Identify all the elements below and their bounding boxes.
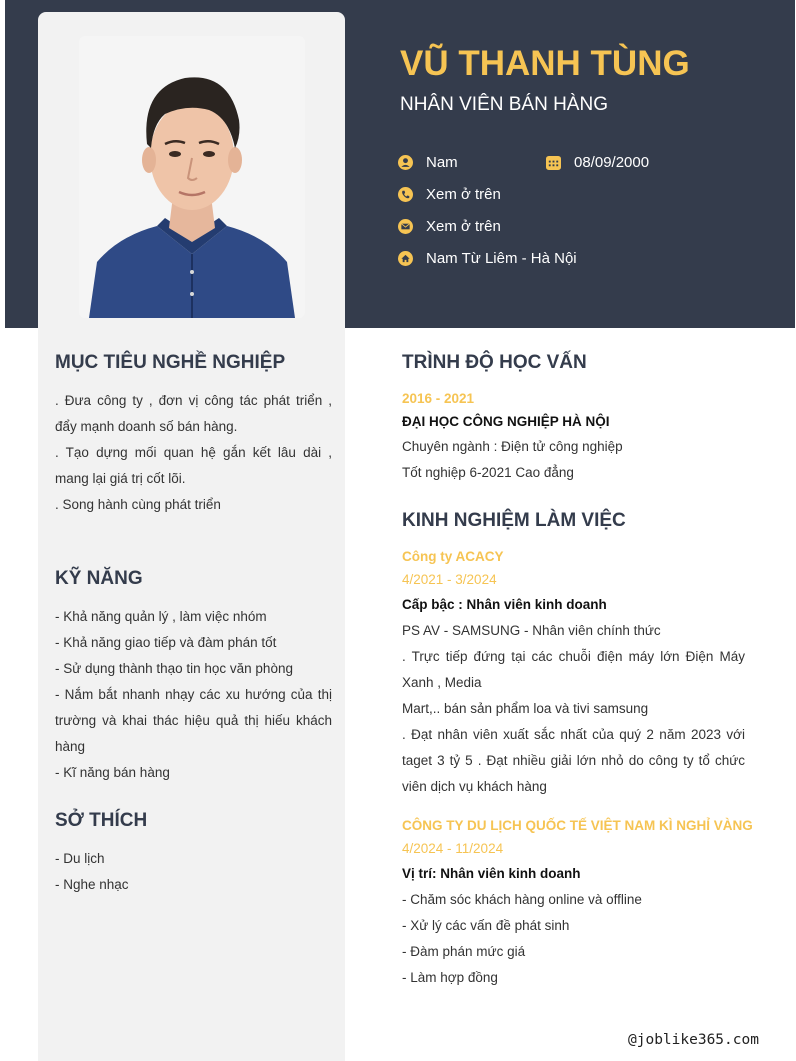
phone-row [398,186,501,203]
job-company: CÔNG TY DU LỊCH QUỐC TẾ VIỆT NAM KÌ NGHỈ VÀNG [402,818,753,833]
footer-watermark: @joblike365.com [628,1032,759,1048]
job-details [402,618,745,800]
objective-list [55,388,332,518]
hobbies-list [55,846,332,898]
profile-photo [79,36,305,318]
address-row [398,250,577,267]
skill-item: - Nắm bắt nhanh nhạy các xu hướng của thị trường và khai thác hiệu quả thị hiếu khách hàng [55,687,332,754]
address-value: Nam Từ Liêm - Hà Nội [426,250,577,267]
skill-item: - Kĩ năng bán hàng [55,765,170,780]
profile-photo-illustration [79,36,305,318]
education-line: Chuyên ngành : Điện tử công nghiệp [402,439,623,454]
candidate-name: VŨ THANH TÙNG [400,44,690,83]
birthdate-row [546,154,649,171]
phone-icon [398,187,413,202]
gender-value: Nam [426,154,458,171]
skills-title: KỸ NĂNG [55,568,143,589]
candidate-role: NHÂN VIÊN BÁN HÀNG [400,94,608,115]
gender-row [398,154,458,171]
job-line: - Đàm phán mức giá [402,944,526,959]
email-row [398,218,501,235]
skill-item: - Sử dụng thành thạo tin học văn phòng [55,661,293,676]
hobbies-title: SỞ THÍCH [55,810,148,831]
education-period: 2016 - 2021 [402,391,475,406]
job-line: . Trực tiếp đứng tại các chuỗi điện máy lớn Điện Máy Xanh , Media [402,649,745,690]
education-school: ĐẠI HỌC CÔNG NGHIỆP HÀ NỘI [402,414,610,429]
job-company: Công ty ACACY [402,549,504,564]
job-line: PS AV - SAMSUNG - Nhân viên chính thức [402,623,661,638]
job-line: - Xử lý các vấn đề phát sinh [402,918,570,933]
skill-item: - Khả năng quản lý , làm việc nhóm [55,609,267,624]
job-period: 4/2024 - 11/2024 [402,841,504,856]
job-position: Vị trí: Nhân viên kinh doanh [402,866,581,881]
job-line: - Chăm sóc khách hàng online và offline [402,892,642,907]
job-line: . Đạt nhân viên xuất sắc nhất của quý 2 năm 2023 với taget 3 tỷ 5 . Đạt nhiều giải lớn nhỏ do công ty tổ chức viên dịch vụ khách hàng [402,727,745,794]
hobby-item: - Du lịch [55,851,105,866]
job-line: - Làm hợp đồng [402,970,498,985]
objective-item: . Tạo dựng mối quan hệ gắn kết lâu dài , mang lại giá trị cốt lõi. [55,445,332,486]
birthdate-value: 08/09/2000 [574,154,650,171]
objective-title: MỤC TIÊU NGHỀ NGHIỆP [55,352,286,373]
job-details [402,887,745,991]
hobby-item: - Nghe nhạc [55,877,129,892]
mail-icon [398,219,413,234]
calendar-icon [546,155,561,170]
objective-item: . Đưa công ty , đơn vị công tác phát triển , đẩy mạnh doanh số bán hàng. [55,393,332,434]
education-title: TRÌNH ĐỘ HỌC VẤN [402,352,587,373]
objective-item: . Song hành cùng phát triển [55,497,221,512]
education-line: Tốt nghiệp 6-2021 Cao đẳng [402,465,574,480]
email-value: Xem ở trên [426,218,501,235]
job-period: 4/2021 - 3/2024 [402,572,497,587]
skills-list [55,604,332,786]
phone-value: Xem ở trên [426,186,501,203]
job-position: Cấp bậc : Nhân viên kinh doanh [402,597,607,612]
education-details [402,434,745,486]
experience-title: KINH NGHIỆM LÀM VIỆC [402,510,626,531]
user-icon [398,155,413,170]
skill-item: - Khả năng giao tiếp và đàm phán tốt [55,635,277,650]
home-icon [398,251,413,266]
job-line: Mart,.. bán sản phẩm loa và tivi samsung [402,701,649,716]
